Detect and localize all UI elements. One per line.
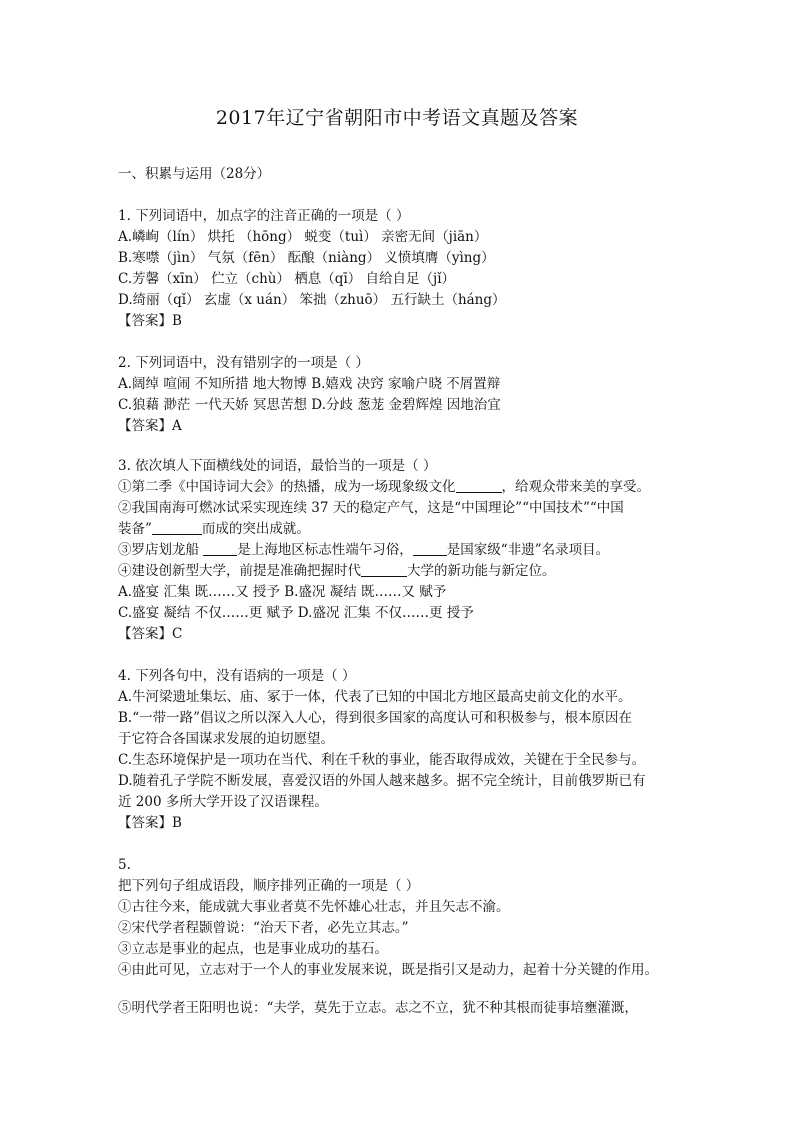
q1-option-c: C.芳馨（xīn） 伫立（chù） 栖息（qī） 自给自足（jǐ） bbox=[118, 271, 456, 287]
q3-options-ab: A.盛宴 汇集 既……又 授予 B.盛况 凝结 既……又 赋予 bbox=[118, 584, 447, 600]
fill-blank bbox=[456, 478, 502, 493]
q1-stem: 1. 下列词语中，加点字的注音正确的一项是（ ） bbox=[118, 208, 410, 224]
q4-option-d-cont: 近 200 多所大学开设了汉语课程。 bbox=[118, 794, 328, 810]
q5-stem: 把下列句子组成语段，顺序排列正确的一项是（ ） bbox=[118, 878, 420, 894]
q4-option-b: B.“一带一路”倡议之所以深入人心，得到很多国家的高度认可和积极参与，根本原因在 bbox=[118, 710, 633, 726]
q5-sentence-3: ③立志是事业的起点，也是事业成功的基石。 bbox=[118, 941, 388, 957]
q2-answer: 【答案】A bbox=[118, 418, 182, 434]
q1-answer: 【答案】B bbox=[118, 313, 182, 329]
section-heading: 一、积累与运用（28分） bbox=[118, 166, 271, 182]
q1-option-d: D.绮丽（qǐ） 玄虚（x uán） 笨拙（zhuō） 五行缺土（háng） bbox=[118, 292, 506, 308]
q4-option-b-cont: 于它符合各国谋求发展的迫切愿望。 bbox=[118, 731, 334, 747]
fill-blank bbox=[361, 562, 407, 577]
fill-blank bbox=[203, 541, 237, 556]
q2-options-ab: A.阔绰 喧闹 不知所措 地大物博 B.嬉戏 决窍 家喻户晓 不屑置辩 bbox=[118, 376, 501, 392]
document-title: 2017年辽宁省朝阳市中考语文真题及答案 bbox=[215, 107, 579, 129]
q4-option-d: D.随着孔子学院不断发展，喜爱汉语的外国人越来越多。据不完全统计，目前俄罗斯已有 bbox=[118, 773, 646, 789]
q3-sentence-2-cont: 装备” 而成的突出成就。 bbox=[118, 521, 310, 537]
q3-sentence-4: ④建设创新型大学，前提是准确把握时代 大学的新功能与新定位。 bbox=[118, 563, 556, 579]
q1-option-b: B.寒噤（jìn） 气氛（fēn） 酝酿（niàng） 义愤填膺（yìng） bbox=[118, 250, 495, 266]
q3-options-cd: C.盛宴 凝结 不仅……更 赋予 D.盛况 汇集 不仅……更 授予 bbox=[118, 605, 474, 621]
q1-option-a: A.嶙峋（lín） 烘托 （hōng） 蜕变（tuì） 亲密无间（jiān） bbox=[118, 229, 488, 245]
q3-sentence-2: ②我国南海可燃冰试采实现连续 37 天的稳定产气，这是“中国理论”“中国技术”“中国 bbox=[118, 500, 624, 516]
q3-sentence-3: ③罗店划龙船 是上海地区标志性端午习俗， 是国家级“非遗”名录项目。 bbox=[118, 542, 610, 558]
q3-sentence-1: ①第二季《中国诗词大会》的热播，成为一场现象级文化 ，给观众带来美的享受。 bbox=[118, 479, 650, 495]
q3-answer: 【答案】C bbox=[118, 626, 183, 642]
q2-stem: 2. 下列词语中，没有错别字的一项是（ ） bbox=[118, 355, 369, 371]
fill-blank bbox=[152, 520, 202, 535]
q4-option-a: A.牛河梁遗址集坛、庙、冢于一体，代表了已知的中国北方地区最高史前文化的水平。 bbox=[118, 689, 632, 705]
q4-stem: 4. 下列各句中，没有语病的一项是（ ） bbox=[118, 668, 356, 684]
q5-number: 5. bbox=[118, 857, 131, 873]
q3-stem: 3. 依次填人下面横线处的词语，最恰当的一项是（ ） bbox=[118, 458, 437, 474]
q2-options-cd: C.狼藉 渺茫 一代天娇 冥思苦想 D.分歧 葱茏 金碧辉煌 因地治宜 bbox=[118, 397, 501, 413]
q4-answer: 【答案】B bbox=[118, 815, 182, 831]
q5-sentence-4: ④由此可见，立志对于一个人的事业发展来说，既是指引又是动力，起着十分关键的作用。 bbox=[118, 962, 658, 978]
q5-sentence-2: ②宋代学者程颢曾说：“治天下者，必先立其志。” bbox=[118, 920, 409, 936]
fill-blank bbox=[413, 541, 447, 556]
q5-sentence-5: ⑤明代学者王阳明也说：“夫学，莫先于立志。志之不立，犹不种其根而徒事培壅灌溉， bbox=[118, 1000, 638, 1016]
q5-sentence-1: ①古往今来，能成就大事业者莫不先怀雄心壮志，并且矢志不渝。 bbox=[118, 899, 510, 915]
q4-option-c: C.生态环境保护是一项功在当代、利在千秋的事业，能否取得成效，关键在于全民参与。 bbox=[118, 752, 646, 768]
